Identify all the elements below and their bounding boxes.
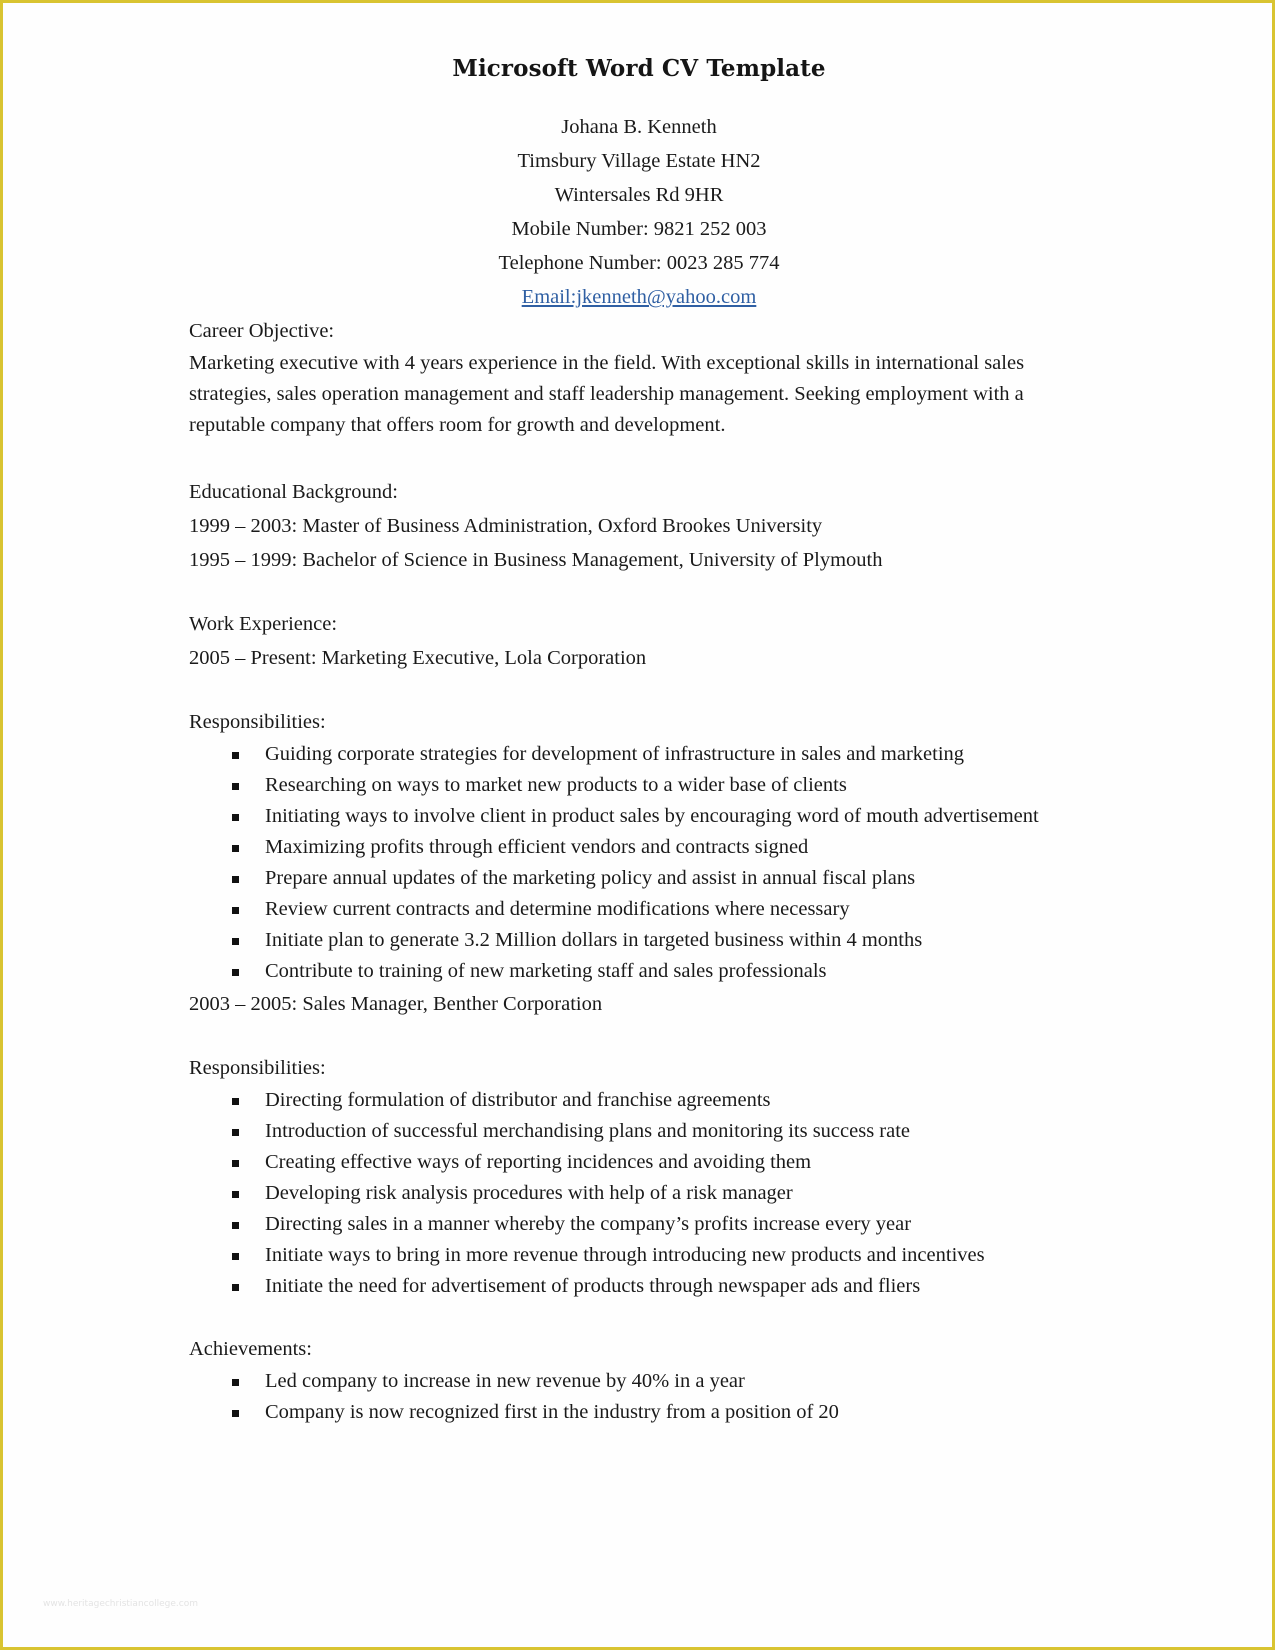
contact-mobile: Mobile Number: 9821 252 003 [511, 218, 767, 240]
list-item: Directing sales in a manner whereby the company’s profits increase every year [189, 1209, 1089, 1240]
list-item: Guiding corporate strategies for development of infrastructure in sales and marketing [189, 739, 1089, 770]
square-bullet-icon [232, 783, 239, 790]
list-item: Prepare annual updates of the marketing policy and assist in annual fiscal plans [189, 863, 1089, 894]
list-item: Review current contracts and determine modifications where necessary [189, 894, 1089, 925]
contact-block [189, 110, 1089, 314]
square-bullet-icon [232, 1284, 239, 1291]
spacer [189, 1021, 1089, 1051]
square-bullet-icon [232, 1379, 239, 1386]
square-bullet-icon [232, 1222, 239, 1229]
list-item: Directing formulation of distributor and franchise agreements [189, 1085, 1089, 1116]
square-bullet-icon [232, 876, 239, 883]
square-bullet-icon [232, 938, 239, 945]
list-item: Developing risk analysis procedures with help of a risk manager [189, 1178, 1089, 1209]
square-bullet-icon [232, 1410, 239, 1417]
list-item: Company is now recognized first in the industry from a position of 20 [189, 1397, 1089, 1428]
square-bullet-icon [232, 907, 239, 914]
responsibilities-list [189, 739, 1089, 987]
square-bullet-icon [232, 814, 239, 821]
career-objective-heading: Career Objective: [189, 320, 335, 342]
education-item: 1995 – 1999: Bachelor of Science in Business Management, University of Plymouth [189, 549, 883, 571]
list-item: Initiate ways to bring in more revenue through introducing new products and incentives [189, 1240, 1089, 1271]
spacer [189, 441, 1089, 475]
responsibilities-heading: Responsibilities: [189, 1057, 326, 1079]
education-item: 1999 – 2003: Master of Business Administration, Oxford Brookes University [189, 515, 823, 537]
responsibilities-heading: Responsibilities: [189, 711, 326, 733]
cv-document [189, 55, 1089, 1428]
square-bullet-icon [232, 1253, 239, 1260]
contact-email-link[interactable]: Email:jkenneth@yahoo.com [521, 286, 757, 308]
achievements-heading: Achievements: [189, 1338, 312, 1360]
list-item: Creating effective ways of reporting incidences and avoiding them [189, 1147, 1089, 1178]
list-item: Initiate plan to generate 3.2 Million dollars in targeted business within 4 months [189, 925, 1089, 956]
document-title: Microsoft Word CV Template [452, 55, 826, 82]
list-item: Contribute to training of new marketing staff and sales professionals [189, 956, 1089, 987]
education-heading: Educational Background: [189, 481, 398, 503]
square-bullet-icon [232, 1191, 239, 1198]
square-bullet-icon [232, 969, 239, 976]
square-bullet-icon [232, 1160, 239, 1167]
list-item: Maximizing profits through efficient vendors and contracts signed [189, 832, 1089, 863]
career-objective-text: Marketing executive with 4 years experience in the field. With exceptional skills in international sales strategies, sales operation management and staff leadership management. Seeking employment with a reputable company that offers room for growth and development. [189, 352, 1025, 436]
spacer [189, 577, 1089, 607]
list-item: Researching on ways to market new products to a wider base of clients [189, 770, 1089, 801]
watermark-text: www.heritagechristiancollege.com [43, 1599, 198, 1609]
list-item: Introduction of successful merchandising plans and monitoring its success rate [189, 1116, 1089, 1147]
contact-address-line-1: Timsbury Village Estate HN2 [517, 150, 761, 172]
responsibilities-list [189, 1085, 1089, 1302]
spacer [189, 675, 1089, 705]
work-experience-heading: Work Experience: [189, 613, 338, 635]
list-item: Initiate the need for advertisement of products through newspaper ads and fliers [189, 1271, 1089, 1302]
square-bullet-icon [232, 1129, 239, 1136]
job-title: 2003 – 2005: Sales Manager, Benther Corporation [189, 993, 603, 1015]
contact-name: Johana B. Kenneth [561, 116, 717, 138]
square-bullet-icon [232, 752, 239, 759]
contact-telephone: Telephone Number: 0023 285 774 [498, 252, 780, 274]
job-title: 2005 – Present: Marketing Executive, Lola Corporation [189, 647, 647, 669]
list-item: Led company to increase in new revenue by 40% in a year [189, 1366, 1089, 1397]
spacer [189, 1302, 1089, 1332]
square-bullet-icon [232, 845, 239, 852]
contact-address-line-2: Wintersales Rd 9HR [554, 184, 724, 206]
list-item: Initiating ways to involve client in product sales by encouraging word of mouth advertisement [189, 801, 1089, 832]
square-bullet-icon [232, 1098, 239, 1105]
achievements-list [189, 1366, 1089, 1428]
